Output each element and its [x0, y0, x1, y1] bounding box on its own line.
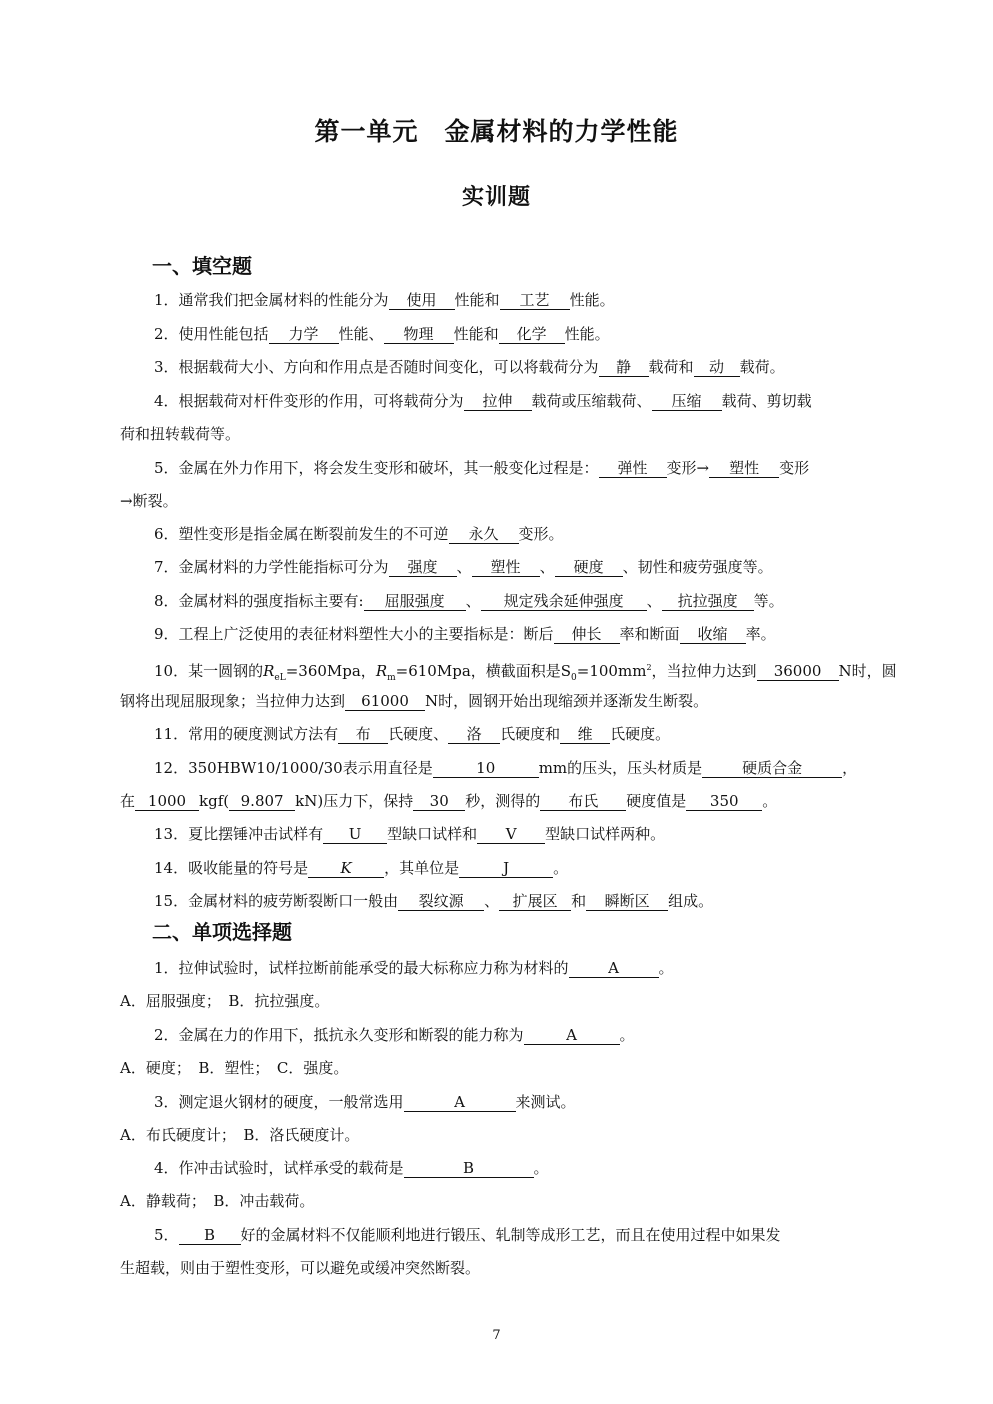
q12-blank-4: 9.807	[229, 792, 295, 811]
question-15	[120, 890, 890, 912]
q3-text-2: 载荷和	[648, 358, 694, 376]
q1-text: 1．通常我们把金属材料的性能分为	[154, 291, 389, 309]
question-4	[120, 390, 890, 412]
q2-text: 2．使用性能包括	[154, 325, 269, 343]
q8-blank-2: 规定残余延伸强度	[481, 592, 647, 611]
choice-question-3	[120, 1091, 890, 1113]
q6-text: 6．塑性变形是指金属在断裂前发生的不可逆	[154, 525, 449, 543]
q3-text: 3．根据载荷大小、方向和作用点是否随时间变化，可以将载荷分为	[154, 358, 599, 376]
q2-text-2: 性能、	[338, 325, 384, 343]
c3-text: 3．测定退火钢材的硬度，一般常选用	[154, 1093, 404, 1111]
q3-text-3: 载荷。	[739, 358, 785, 376]
q4-blank-1: 拉伸	[464, 392, 532, 411]
c1-end: 。	[658, 959, 674, 977]
question-5-cont: →断裂。	[120, 492, 178, 510]
q10-value-4: ，当拉伸力达到	[651, 662, 757, 680]
q2-blank-2: 物理	[384, 325, 454, 344]
q12-text-3: ，	[842, 759, 858, 777]
q13-blank-2: V	[477, 825, 545, 844]
q10-s0-sub: 0	[571, 673, 577, 683]
question-5	[120, 457, 890, 479]
section-heading-fill-blank: 一、填空题	[152, 254, 252, 278]
question-8	[120, 590, 890, 612]
q11-text-2: 氏硬度、	[388, 725, 449, 743]
q13-text-3: 型缺口试样两种。	[545, 825, 666, 843]
q14-blank-2: J	[459, 859, 553, 878]
q4-blank-2: 压缩	[652, 392, 722, 411]
q12-blank-6: 布氏	[540, 792, 626, 811]
c5-blank: B	[179, 1226, 241, 1245]
choice-options-3: A．布氏硬度计； B．洛氏硬度计。	[120, 1126, 360, 1144]
q11-text-4: 氏硬度。	[610, 725, 671, 743]
q14-text-2: ，其单位是	[384, 859, 460, 877]
q4-text-3: 载荷、剪切载	[721, 392, 812, 410]
q10-blank-2: 61000	[345, 692, 425, 711]
q11-text: 11．常用的硬度测试方法有	[154, 725, 339, 743]
q1-blank-1: 使用	[389, 291, 455, 310]
c2-blank: A	[524, 1026, 620, 1045]
q1-text-3: 性能。	[569, 291, 615, 309]
q15-text-4: 组成。	[668, 892, 714, 910]
q9-blank-1: 伸长	[554, 625, 620, 644]
q10-text-2: N时，圆	[838, 662, 897, 680]
c4-text: 4．作冲击试验时，试样承受的载荷是	[154, 1159, 404, 1177]
q10-symbol-sub-m: m	[387, 673, 396, 683]
question-11	[120, 723, 890, 745]
q12-text: 12．350HBW10/1000/30表示用直径是	[154, 759, 433, 777]
question-12-cont	[120, 790, 890, 812]
q8-text-2: 、	[465, 592, 481, 610]
q4-text: 4．根据载荷对杆件变形的作用，可将载荷分为	[154, 392, 464, 410]
q11-blank-2: 洛	[448, 725, 500, 744]
question-3	[120, 356, 890, 378]
q15-text-3: 和	[571, 892, 587, 910]
choice-question-5	[120, 1224, 890, 1246]
choice-question-2	[120, 1024, 890, 1046]
question-14	[120, 857, 890, 879]
q12-blank-1: 10	[433, 759, 539, 778]
q12-text-4: 在	[120, 792, 136, 810]
question-4-cont: 荷和扭转载荷等。	[120, 425, 241, 443]
q14-blank-1: K	[308, 859, 384, 878]
question-9	[120, 623, 890, 645]
q15-blank-2: 扩展区	[499, 892, 571, 911]
q1-text-2: 性能和	[454, 291, 500, 309]
c2-end: 。	[619, 1026, 635, 1044]
question-6	[120, 523, 890, 545]
q5-blank-1: 弹性	[599, 459, 667, 478]
q3-blank-1: 静	[599, 358, 649, 377]
q10-value-1: =360Mpa，	[285, 662, 376, 680]
q14-text: 14．吸收能量的符号是	[154, 859, 309, 877]
q12-text-9: 。	[762, 792, 778, 810]
q8-text-4: 等。	[753, 592, 784, 610]
q7-blank-2: 塑性	[472, 558, 540, 577]
q13-text: 13．夏比摆锤冲击试样有	[154, 825, 324, 843]
section-heading-choice: 二、单项选择题	[152, 920, 292, 944]
q7-text-4: 、韧性和疲劳强度等。	[622, 558, 773, 576]
q15-text: 15．金属材料的疲劳断裂断口一般由	[154, 892, 399, 910]
c3-blank: A	[404, 1093, 516, 1112]
q13-blank-1: U	[323, 825, 387, 844]
q12-blank-7: 350	[686, 792, 762, 811]
question-10-cont	[120, 690, 890, 712]
choice-options-1: A．屈服强度； B．抗拉强度。	[120, 992, 330, 1010]
q10-symbol-r: R	[263, 662, 275, 680]
q7-blank-1: 强度	[389, 558, 457, 577]
question-12	[120, 757, 890, 779]
c5-text: 5．	[154, 1226, 179, 1244]
q8-blank-1: 屈服强度	[364, 592, 466, 611]
q14-text-3: 。	[553, 859, 569, 877]
q4-text-2: 载荷或压缩载荷、	[531, 392, 652, 410]
q10-text: 10．某一圆钢的	[154, 662, 264, 680]
q3-blank-2: 动	[694, 358, 740, 377]
q10-symbol-rm: R	[375, 662, 388, 680]
q11-blank-1: 布	[338, 725, 388, 744]
question-7	[120, 556, 890, 578]
q13-text-2: 型缺口试样和	[387, 825, 478, 843]
c3-end: 来测试。	[515, 1093, 576, 1111]
q9-blank-2: 收缩	[680, 625, 746, 644]
q10-value-3: =100mm	[576, 662, 647, 680]
question-13	[120, 823, 890, 845]
c4-blank: B	[404, 1159, 534, 1178]
question-10	[120, 657, 897, 689]
q11-text-3: 氏硬度和	[500, 725, 561, 743]
q11-blank-3: 维	[560, 725, 610, 744]
c1-blank: A	[569, 959, 659, 978]
q2-text-4: 性能。	[564, 325, 610, 343]
question-2	[120, 323, 890, 345]
q10-symbol-sub: eL	[274, 673, 286, 683]
c2-text: 2．金属在力的作用下，抵抗永久变形和断裂的能力称为	[154, 1026, 524, 1044]
q12-text-2: mm的压头，压头材质是	[538, 759, 703, 777]
q2-blank-3: 化学	[499, 325, 565, 344]
page-number: 7	[492, 1328, 501, 1343]
q12-blank-5: 30	[413, 792, 465, 811]
q7-text: 7．金属材料的力学性能指标可分为	[154, 558, 389, 576]
q9-text-2: 率和断面	[619, 625, 680, 643]
q15-blank-3: 瞬断区	[586, 892, 668, 911]
q12-blank-3: 1000	[135, 792, 199, 811]
q5-text: 5．金属在外力作用下，将会发生变形和破坏，其一般变化过程是：	[154, 459, 599, 477]
q7-blank-3: 硬度	[555, 558, 623, 577]
q10-text-4: N时，圆钢开始出现缩颈并逐渐发生断裂。	[425, 692, 709, 710]
choice-question-1	[120, 957, 890, 979]
choice-options-2: A．硬度； B．塑性； C．强度。	[120, 1059, 349, 1077]
q5-blank-2: 塑性	[709, 459, 779, 478]
q10-value-2: =610Mpa，横截面积是S	[395, 662, 572, 680]
c4-end: 。	[533, 1159, 549, 1177]
page-title: 第一单元 金属材料的力学性能	[314, 117, 679, 146]
q7-text-3: 、	[539, 558, 555, 576]
q6-blank-1: 永久	[449, 525, 519, 544]
q12-text-5: kgf(	[199, 792, 230, 810]
page-subtitle: 实训题	[461, 185, 531, 210]
q12-text-6: kN)压力下，保持	[295, 792, 414, 810]
q10-blank-1: 36000	[757, 662, 839, 681]
q15-text-2: 、	[484, 892, 500, 910]
q5-text-3: 变形	[779, 459, 810, 477]
q10-text-3: 钢将出现屈服现象；当拉伸力达到	[120, 692, 346, 710]
q8-text: 8．金属材料的强度指标主要有:	[154, 592, 364, 610]
question-1	[120, 289, 890, 311]
q9-text: 9．工程上广泛使用的表征材料塑性大小的主要指标是：断后	[154, 625, 554, 643]
c5-text-2: 好的金属材料不仅能顺利地进行锻压、轧制等成形工艺，而且在使用过程中如果发	[240, 1226, 781, 1244]
q12-text-7: 秒，测得的	[465, 792, 541, 810]
q8-blank-3: 抗拉强度	[662, 592, 754, 611]
q2-blank-1: 力学	[269, 325, 339, 344]
q12-blank-2: 硬质合金	[702, 759, 842, 778]
q6-text-2: 变形。	[518, 525, 564, 543]
choice-question-4	[120, 1157, 890, 1179]
q2-text-3: 性能和	[453, 325, 499, 343]
q8-text-3: 、	[646, 592, 662, 610]
choice-question-5-cont: 生超载，则由于塑性变形，可以避免或缓冲突然断裂。	[120, 1259, 481, 1277]
q1-blank-2: 工艺	[500, 291, 570, 310]
q12-text-8: 硬度值是	[626, 792, 687, 810]
q15-blank-1: 裂纹源	[398, 892, 484, 911]
q10-sq-sup: 2	[646, 663, 652, 672]
q9-text-3: 率。	[745, 625, 776, 643]
choice-options-4: A．静载荷； B．冲击载荷。	[120, 1192, 315, 1210]
q5-text-2: 变形→	[666, 459, 710, 477]
c1-text: 1．拉伸试验时，试样拉断前能承受的最大标称应力称为材料的	[154, 959, 569, 977]
q7-text-2: 、	[456, 558, 472, 576]
